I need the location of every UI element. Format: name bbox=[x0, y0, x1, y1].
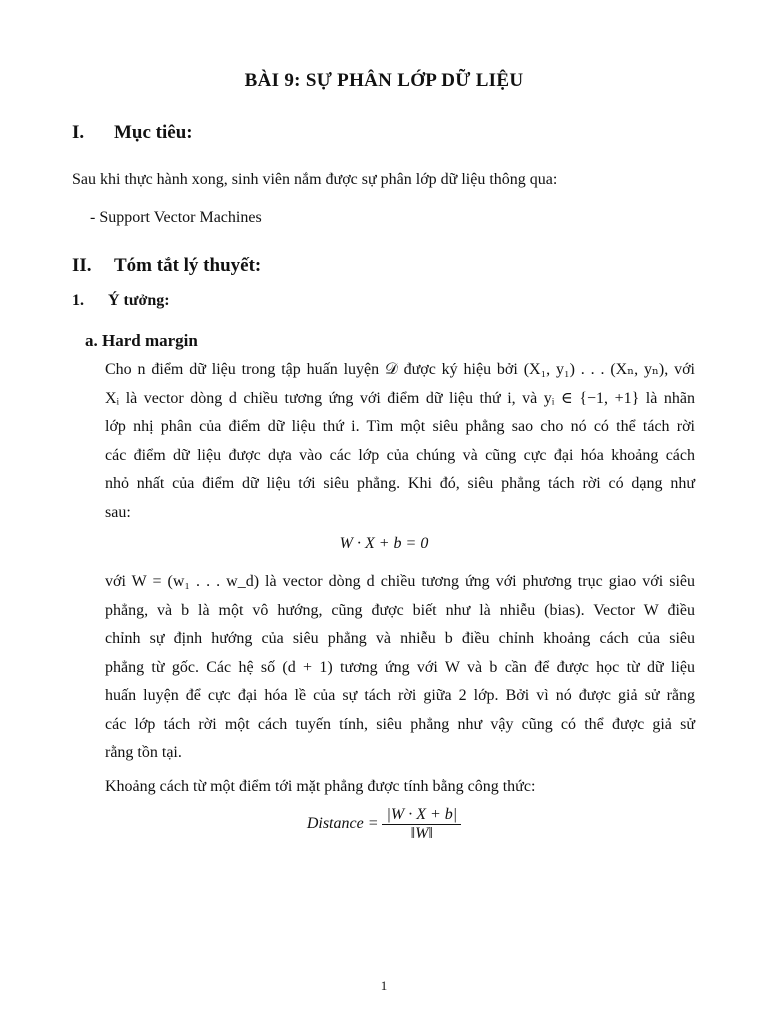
section-heading-objectives bbox=[72, 122, 193, 144]
section-number: I. bbox=[72, 122, 85, 143]
equation-lhs: Distance = bbox=[306, 815, 379, 833]
equation-distance bbox=[0, 806, 768, 843]
equation-hyperplane bbox=[0, 535, 768, 553]
paragraph-hyperplane-explanation bbox=[105, 568, 695, 768]
paragraph-line: với W = (w₁ . . . w_d) là vector dòng d chiều tương ứng với phương trục giao với siêu bbox=[105, 573, 695, 590]
section-title: Mục tiêu: bbox=[114, 122, 193, 143]
paragraph-line: chỉnh sự định hướng của siêu phẳng và nhiễu b điều chỉnh khoảng cách của siêu bbox=[105, 630, 695, 647]
subsection-number: 1. bbox=[72, 292, 84, 309]
paragraph-line: nhỏ nhất của điểm dữ liệu tới siêu phẳng. Khi đó, siêu phẳng tách rời có dạng như bbox=[105, 475, 695, 492]
equation-fraction bbox=[382, 806, 461, 843]
paragraph-line: phẳng từ gốc. Các hệ số (d + 1) tương ứng với W và b cần để được học từ dữ liệu bbox=[105, 658, 695, 676]
fraction-numerator: |W · X + b| bbox=[382, 806, 461, 825]
paragraph-line: huấn luyện để cực đại hóa lề của sự tách rời giữa 2 lớp. Bởi vì nó được giả sử rằng bbox=[105, 687, 695, 704]
fraction-denominator: ‖W‖ bbox=[410, 825, 433, 842]
subsection-title: Ý tưởng: bbox=[108, 292, 170, 309]
section-title: Tóm tắt lý thuyết: bbox=[114, 255, 262, 276]
paragraph-line: các điểm dữ liệu được dựa vào các lớp của chúng và cũng cực đại hóa khoảng cách bbox=[105, 446, 695, 464]
subsection-heading-idea bbox=[72, 292, 170, 310]
paragraph-line: Xᵢ là vector dòng d chiều tương ứng với điểm dữ liệu thứ i, và yᵢ ∈ {−1, +1} là nhãn bbox=[105, 389, 695, 407]
paragraph-line: sau: bbox=[105, 503, 131, 521]
equation-text: W · X + b = 0 bbox=[339, 535, 429, 552]
paragraph-hard-margin-definition bbox=[105, 356, 695, 527]
paragraph-line: lớp nhị phân của điểm dữ liệu thứ i. Tìm một siêu phẳng sao cho nó có thể tách rời bbox=[105, 418, 695, 435]
section-number: II. bbox=[72, 255, 92, 276]
document-title: BÀI 9: SỰ PHÂN LỚP DỮ LIỆU bbox=[244, 70, 524, 91]
objectives-bullet: - Support Vector Machines bbox=[90, 209, 262, 226]
objectives-intro: Sau khi thực hành xong, sinh viên nắm được sự phân lớp dữ liệu thông qua: bbox=[72, 171, 558, 188]
paragraph-line: phẳng, và b là một vô hướng, cũng được biết như là nhiễu (bias). Vector W điều bbox=[105, 601, 695, 619]
subsubsection-heading-hard-margin: a. Hard margin bbox=[85, 331, 198, 350]
paragraph-line: rằng tồn tại. bbox=[105, 744, 182, 761]
paragraph-distance-intro: Khoảng cách từ một điểm tới mặt phẳng được tính bằng công thức: bbox=[105, 778, 536, 795]
paragraph-line: các lớp tách rời một cách tuyến tính, siêu phẳng như vậy cũng có thể được giả sử bbox=[105, 715, 695, 733]
section-heading-theory bbox=[72, 255, 261, 277]
paragraph-line: Cho n điểm dữ liệu trong tập huấn luyện 𝒟 được ký hiệu bởi (X₁, y₁) . . . (Xₙ, yₙ), với bbox=[105, 361, 695, 378]
page-number: 1 bbox=[380, 978, 388, 993]
